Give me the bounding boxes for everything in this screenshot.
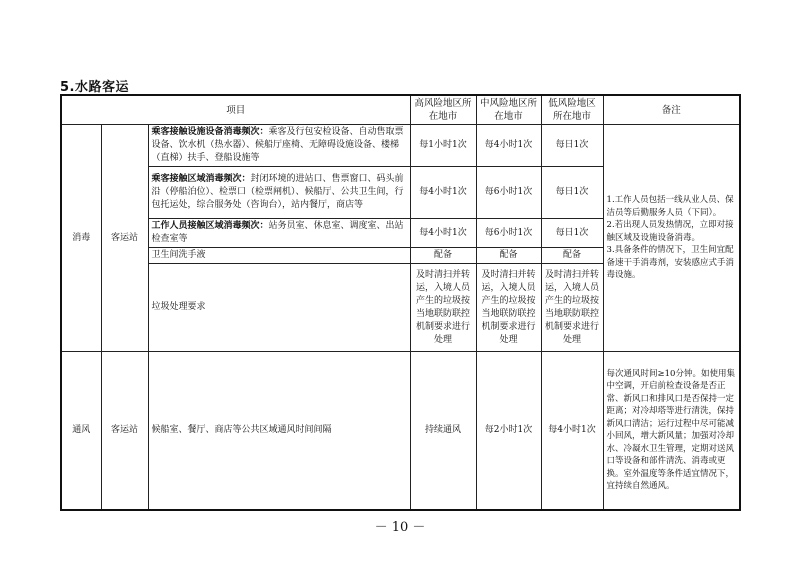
item-text: 封闭环境的进站口、售票窗口、码头前沿（停船泊位）、检票口（检票闸机）、候船厅、公共卫生间，行包托运处，综合服务处（咨询台），站内餐厅，商店等 [151,174,404,210]
low-value: 配备 [541,248,603,264]
mid-value: 每6小时1次 [476,167,541,219]
mid-value: 每2小时1次 [476,352,541,510]
item-title: 乘客接触区域消毒频次： [151,174,251,184]
mid-value: 及时清扫并转运，入境人员产生的垃圾按当地联防联控机制要求进行处理 [476,264,541,352]
item-cell [148,125,410,167]
header-note: 备注 [603,95,740,125]
header-low-risk: 低风险地区所在地市 [541,95,603,125]
mid-value: 配备 [476,248,541,264]
item-text: 站务员室、休息室、调度室、出站检查室等 [151,221,404,244]
item-cell [148,219,410,248]
header-high-risk: 高风险地区所在地市 [410,95,476,125]
low-value: 每日1次 [541,125,603,167]
category-ventilation: 通风 [61,352,101,510]
header-mid-risk: 中风险地区所在地市 [476,95,541,125]
high-value: 配备 [410,248,476,264]
high-value: 每4小时1次 [410,167,476,219]
policy-table [60,94,741,511]
high-value: 及时清扫并转运，入境人员产生的垃圾按当地联防联控机制要求进行处理 [410,264,476,352]
low-value: 每日1次 [541,219,603,248]
item-title: 工作人员接触区域消毒频次： [151,221,269,231]
disinfection-note: 1.工作人员包括一线从业人员、保洁员等后勤服务人员（下同）。 2.若出现人员发热情况，立即对接触区域及设施设备消毒。 3.具备条件的情况下，卫生间宜配备速干手消毒剂，安装感应式手消毒设施。 [603,125,740,352]
low-value: 每4小时1次 [541,352,603,510]
category-disinfection: 消毒 [61,125,101,352]
high-value: 每1小时1次 [410,125,476,167]
low-value: 每日1次 [541,167,603,219]
high-value: 每4小时1次 [410,219,476,248]
mid-value: 每4小时1次 [476,125,541,167]
table-row [61,352,740,510]
item-cell [148,167,410,219]
low-value: 及时清扫并转运，入境人员产生的垃圾按当地联防联控机制要求进行处理 [541,264,603,352]
section-title: 5.水路客运 [60,80,129,95]
place-ventilation: 客运站 [101,352,148,510]
table-row [61,125,740,167]
mid-value: 每6小时1次 [476,219,541,248]
table-header-row [61,95,740,125]
place-disinfection: 客运站 [101,125,148,352]
item-title: 乘客接触设施设备消毒频次： [151,127,269,137]
high-value: 持续通风 [410,352,476,510]
item-text: 候船室、餐厅、商店等公共区域通风时间间隔 [148,352,410,510]
header-item: 项目 [61,95,410,125]
ventilation-note: 每次通风时间≥10分钟。如使用集中空调，开启前检查设备是否正常、新风口和排风口是否保持一定距离；对冷却塔等进行清洗，保持新风口清洁；运行过程中尽可能减小回风，增大新风量；加强对冷却水、冷凝水卫生管理，定期对送风口等设备和部件清洗、消毒或更换。室外温度等条件适宜情况下，宜持续自然通风。 [603,352,740,510]
page-number: － 10 － [374,520,426,535]
item-text: 垃圾处理要求 [148,264,410,352]
item-text: 卫生间洗手液 [148,248,410,264]
item-text: 乘客及行包安检设备、自动售取票设备、饮水机（热水器）、候船厅座椅、无障碍设施设备、楼梯（直梯）扶手、登船设施等 [151,127,404,163]
